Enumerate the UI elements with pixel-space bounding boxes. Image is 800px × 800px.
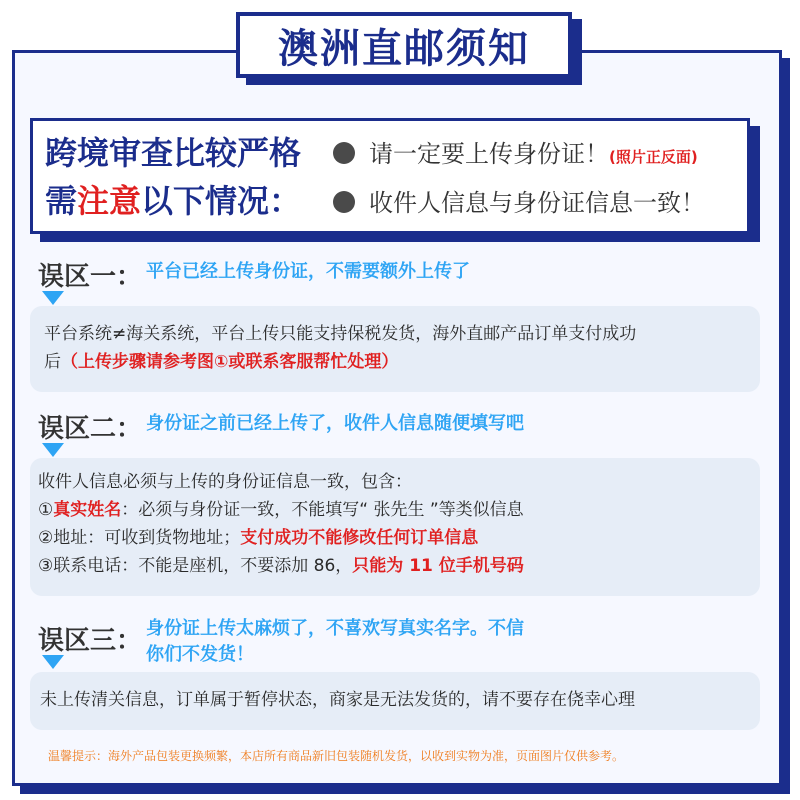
arrow-down-icon bbox=[42, 443, 64, 457]
mistake-2-item1-num: ① bbox=[38, 500, 54, 520]
notice-line2 bbox=[45, 177, 301, 225]
mistake-2-item1-red: 真实姓名 bbox=[53, 500, 122, 520]
mistake-1-panel bbox=[30, 306, 760, 392]
mistake-2-item3 bbox=[38, 552, 524, 580]
mistake-3-panel bbox=[30, 672, 760, 730]
notice-line2-post: 以下情况： bbox=[141, 182, 302, 220]
mistake-1-subtitle: 平台已经上传身份证，不需要额外上传了 bbox=[146, 261, 470, 282]
mistake-2-line1: 收件人信息必须与上传的身份证信息一致，包含： bbox=[38, 472, 412, 492]
notice-item-2 bbox=[333, 180, 705, 226]
page-title: 澳洲直邮须知 bbox=[278, 25, 530, 72]
bullet-icon bbox=[333, 191, 355, 213]
mistake-2-item2-red: 支付成功不能修改任何订单信息 bbox=[240, 528, 479, 548]
notice-heading bbox=[45, 129, 301, 225]
mistake-2-item2-text: ②地址：可收到货物地址； bbox=[38, 528, 241, 548]
mistake-2-panel bbox=[30, 458, 760, 596]
mistake-2-item1 bbox=[38, 496, 524, 524]
mistake-2-item3-red: 只能为 11 位手机号码 bbox=[352, 556, 524, 576]
title-box bbox=[236, 12, 572, 78]
mistake-2-title: 误区二： bbox=[38, 414, 143, 444]
mistake-1-body bbox=[44, 320, 636, 376]
mistake-1-line1: 平台系统≠海关系统，平台上传只能支持保税发货，海外直邮产品订单支付成功 bbox=[44, 324, 637, 344]
mistake-2-item2 bbox=[38, 524, 524, 552]
arrow-down-icon bbox=[42, 291, 64, 305]
mistake-1-line2-red: （上传步骤请参考图①或联系客服帮忙处理） bbox=[61, 352, 399, 372]
arrow-down-icon bbox=[42, 655, 64, 669]
mistake-2-subtitle: 身份证之前已经上传了，收件人信息随便填写吧 bbox=[146, 413, 524, 434]
mistake-2-item3-text: ③联系电话：不能是座机，不要添加 86， bbox=[38, 556, 353, 576]
bullet-icon bbox=[333, 142, 355, 164]
notice-line1: 跨境审查比较严格 bbox=[45, 134, 302, 172]
notice-item-2-text: 收件人信息与身份证信息一致！ bbox=[369, 189, 705, 217]
notice-item-1 bbox=[333, 131, 705, 180]
mistake-2-item1-text: ：必须与身份证一致，不能填写“ 张先生 ”等类似信息 bbox=[121, 500, 524, 520]
mistake-3-body: 未上传清关信息，订单属于暂停状态，商家是无法发货的，请不要存在侥幸心理 bbox=[40, 690, 635, 710]
mistake-1-line2-pre: 后 bbox=[44, 352, 61, 372]
mistake-1-title: 误区一： bbox=[38, 262, 143, 292]
mistake-3-title: 误区三： bbox=[38, 626, 143, 656]
notice-item-1-note: (照片正反面) bbox=[609, 148, 698, 166]
notice-line2-highlight: 注意 bbox=[77, 182, 142, 220]
mistake-2-body bbox=[38, 468, 524, 580]
mistake-3-subtitle-line2: 你们不发货！ bbox=[146, 644, 254, 665]
mistake-1-line2 bbox=[44, 348, 636, 376]
notice-line2-pre: 需 bbox=[45, 182, 78, 220]
notice-item-1-text: 请一定要上传身份证！ bbox=[369, 140, 609, 168]
notice-box bbox=[30, 118, 750, 234]
footer-tip: 温馨提示：海外产品包装更换频繁，本店所有商品新旧包装随机发货，以收到实物为准，页面图片仅供参考。 bbox=[48, 749, 625, 763]
mistake-3-subtitle bbox=[146, 616, 524, 668]
mistake-3-subtitle-line1: 身份证上传太麻烦了，不喜欢写真实名字。不信 bbox=[146, 618, 524, 639]
notice-items bbox=[333, 131, 705, 226]
